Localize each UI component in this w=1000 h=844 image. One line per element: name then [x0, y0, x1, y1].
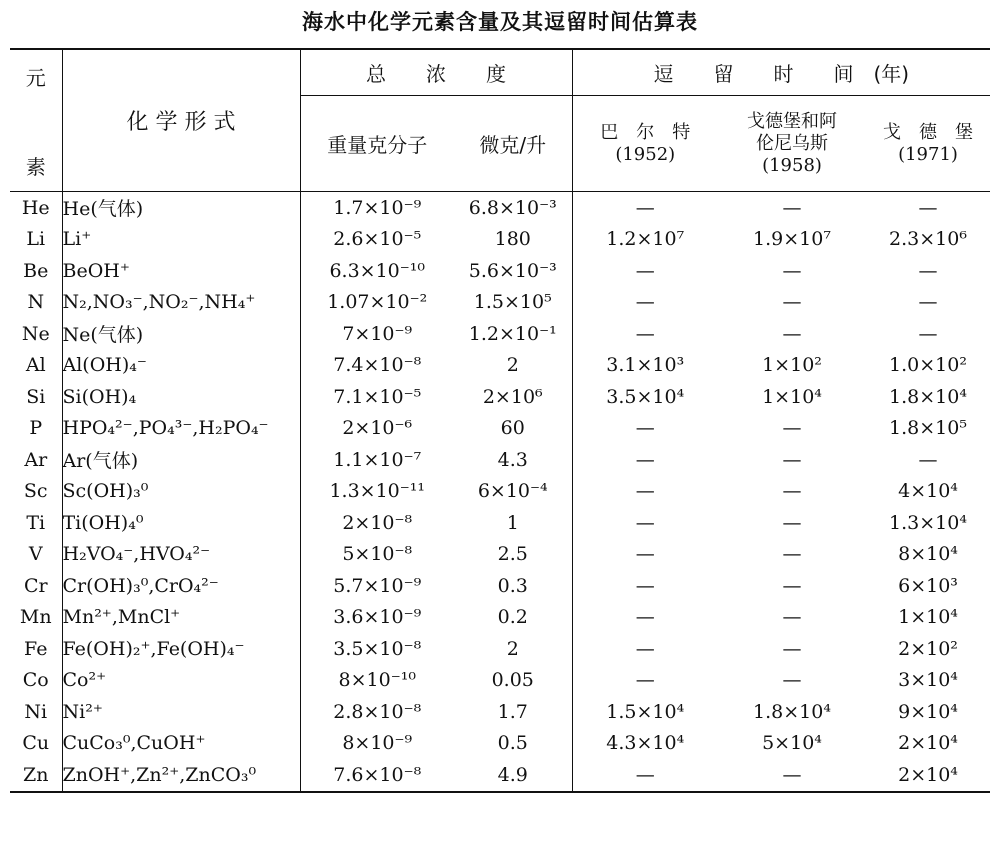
cell-mass-concentration: 6×10⁻⁴	[477, 480, 548, 503]
header-goldberg-name: 戈 德 堡	[883, 121, 974, 143]
header-ga-year: (1958)	[762, 154, 822, 176]
header-residence-time: 逗 留 时 间 (年)	[572, 49, 990, 96]
cell-residence-goldberg: —	[918, 196, 938, 219]
cell-mass-concentration: 0.3	[497, 574, 528, 597]
cell-mass-concentration: 0.2	[497, 606, 528, 629]
header-barth	[572, 96, 718, 192]
cell-molar-concentration: 2×10⁻⁸	[300, 507, 454, 539]
header-goldberg	[866, 96, 990, 192]
cell-residence-barth: —	[572, 476, 718, 508]
cell-molar-concentration: 2×10⁻⁶	[300, 413, 454, 445]
cell-molar-concentration: 7.1×10⁻⁵	[300, 381, 454, 413]
cell-residence-goldberg-arrhenius: —	[782, 511, 802, 534]
cell-residence-goldberg-arrhenius: 5×10⁴	[762, 732, 822, 755]
cell-residence-goldberg: —	[918, 259, 938, 282]
cell-element: Ne	[21, 322, 50, 345]
cell-molar-concentration: 8×10⁻¹⁰	[300, 665, 454, 697]
header-ga-name-2: 伦尼乌斯	[756, 132, 828, 154]
cell-residence-goldberg: 1.0×10²	[889, 354, 967, 377]
cell-molar-concentration: 8×10⁻⁹	[300, 728, 454, 760]
cell-residence-goldberg: 1.8×10⁵	[889, 417, 967, 440]
cell-mass-concentration: 2	[506, 637, 519, 660]
cell-element: Cu	[22, 732, 50, 755]
cell-residence-goldberg: —	[918, 448, 938, 471]
cell-molar-concentration: 7.4×10⁻⁸	[300, 350, 454, 382]
cell-chemical-form: N₂,NO₃⁻,NO₂⁻,NH₄⁺	[62, 287, 300, 319]
cell-residence-goldberg-arrhenius: —	[782, 606, 802, 629]
cell-chemical-form: Mn²⁺,MnCl⁺	[62, 602, 300, 634]
cell-chemical-form: Li⁺	[62, 224, 300, 256]
cell-residence-barth: —	[572, 413, 718, 445]
cell-element: Si	[26, 385, 46, 408]
cell-mass-concentration: 5.6×10⁻³	[468, 259, 557, 282]
cell-chemical-form: Ni²⁺	[62, 696, 300, 728]
cell-chemical-form: Ne(气体)	[62, 318, 300, 350]
cell-residence-barth: —	[572, 444, 718, 476]
table-row	[10, 192, 990, 224]
cell-residence-barth: 3.1×10³	[572, 350, 718, 382]
cell-mass-concentration: 2.5	[497, 543, 528, 566]
table-row	[10, 633, 990, 665]
cell-molar-concentration: 6.3×10⁻¹⁰	[300, 255, 454, 287]
cell-residence-goldberg: 9×10⁴	[898, 700, 958, 723]
cell-molar-concentration: 1.3×10⁻¹¹	[300, 476, 454, 508]
cell-mass-concentration: 1	[506, 511, 519, 534]
cell-residence-goldberg-arrhenius: 1.8×10⁴	[753, 700, 831, 723]
cell-chemical-form: BeOH⁺	[62, 255, 300, 287]
cell-residence-goldberg-arrhenius: —	[782, 480, 802, 503]
cell-molar-concentration: 7.6×10⁻⁸	[300, 759, 454, 792]
header-total-concentration: 总 浓 度	[300, 49, 572, 96]
header-molar: 重量克分子	[300, 96, 454, 192]
cell-residence-goldberg-arrhenius: 1×10²	[762, 354, 822, 377]
table-row	[10, 696, 990, 728]
cell-chemical-form: Cr(OH)₃⁰,CrO₄²⁻	[62, 570, 300, 602]
header-barth-year: (1952)	[615, 143, 676, 165]
cell-element: Zn	[23, 763, 49, 786]
header-element-line2: 素	[25, 154, 46, 179]
cell-residence-goldberg: 2×10⁴	[898, 763, 958, 786]
header-ga-name-1: 戈德堡和阿	[747, 110, 837, 132]
table-row	[10, 381, 990, 413]
cell-residence-barth: 1.2×10⁷	[572, 224, 718, 256]
cell-mass-concentration: 4.3	[497, 448, 528, 471]
cell-residence-goldberg-arrhenius: —	[782, 669, 802, 692]
table-row	[10, 444, 990, 476]
cell-mass-concentration: 2×10⁶	[482, 385, 543, 408]
cell-element: Fe	[24, 637, 48, 660]
cell-residence-barth: —	[572, 192, 718, 224]
cell-element: Al	[25, 354, 46, 377]
table-row	[10, 350, 990, 382]
cell-residence-barth: —	[572, 665, 718, 697]
header-barth-name: 巴 尔 特	[600, 121, 691, 143]
cell-element: Co	[22, 669, 49, 692]
cell-element: N	[27, 291, 45, 314]
cell-element: Mn	[19, 606, 52, 629]
cell-residence-barth: 4.3×10⁴	[572, 728, 718, 760]
cell-residence-barth: —	[572, 633, 718, 665]
cell-residence-goldberg-arrhenius: —	[782, 543, 802, 566]
cell-residence-barth: —	[572, 287, 718, 319]
cell-residence-goldberg-arrhenius: —	[782, 259, 802, 282]
cell-residence-goldberg: 4×10⁴	[898, 480, 958, 503]
cell-residence-barth: —	[572, 318, 718, 350]
cell-mass-concentration: 1.5×10⁵	[473, 291, 552, 314]
cell-residence-goldberg: 2.3×10⁶	[889, 228, 967, 251]
cell-element: Li	[26, 228, 46, 251]
header-element-line1: 元	[25, 65, 46, 90]
cell-residence-goldberg: 2×10⁴	[898, 732, 958, 755]
cell-residence-goldberg: 1.3×10⁴	[889, 511, 967, 534]
cell-mass-concentration: 0.05	[491, 669, 534, 692]
cell-mass-concentration: 1.2×10⁻¹	[468, 322, 557, 345]
cell-chemical-form: H₂VO₄⁻,HVO₄²⁻	[62, 539, 300, 571]
cell-residence-goldberg-arrhenius: —	[782, 417, 802, 440]
cell-chemical-form: HPO₄²⁻,PO₄³⁻,H₂PO₄⁻	[62, 413, 300, 445]
seawater-elements-table	[10, 48, 990, 793]
cell-molar-concentration: 5×10⁻⁸	[300, 539, 454, 571]
cell-residence-goldberg-arrhenius: —	[782, 763, 802, 786]
cell-residence-goldberg-arrhenius: —	[782, 637, 802, 660]
table-body	[10, 192, 990, 792]
cell-residence-barth: —	[572, 539, 718, 571]
cell-chemical-form: Si(OH)₄	[62, 381, 300, 413]
table-row	[10, 602, 990, 634]
cell-residence-goldberg-arrhenius: —	[782, 291, 802, 314]
cell-chemical-form: Sc(OH)₃⁰	[62, 476, 300, 508]
table-row	[10, 224, 990, 256]
table-row	[10, 255, 990, 287]
cell-residence-goldberg: 2×10²	[898, 637, 958, 660]
cell-molar-concentration: 1.1×10⁻⁷	[300, 444, 454, 476]
cell-element: He	[21, 196, 50, 219]
header-goldberg-arrhenius	[718, 96, 866, 192]
cell-mass-concentration: 1.7	[497, 700, 528, 723]
table-title: 海水中化学元素含量及其逗留时间估算表	[302, 10, 698, 34]
cell-residence-barth: —	[572, 759, 718, 792]
cell-molar-concentration: 3.6×10⁻⁹	[300, 602, 454, 634]
cell-residence-goldberg-arrhenius: —	[782, 574, 802, 597]
table-row	[10, 570, 990, 602]
cell-mass-concentration: 6.8×10⁻³	[468, 196, 557, 219]
cell-molar-concentration: 1.07×10⁻²	[300, 287, 454, 319]
cell-element: V	[28, 543, 43, 566]
cell-chemical-form: Co²⁺	[62, 665, 300, 697]
cell-element: Ni	[24, 700, 48, 723]
cell-element: P	[29, 417, 43, 440]
cell-mass-concentration: 2	[506, 354, 519, 377]
table-row	[10, 539, 990, 571]
table-row	[10, 507, 990, 539]
cell-mass-concentration: 180	[494, 228, 531, 251]
cell-chemical-form: CuCo₃⁰,CuOH⁺	[62, 728, 300, 760]
cell-residence-goldberg-arrhenius: 1×10⁴	[762, 385, 822, 408]
cell-element: Ti	[26, 511, 46, 534]
cell-residence-barth: —	[572, 255, 718, 287]
header-microgram-per-liter: 微克/升	[454, 96, 572, 192]
cell-mass-concentration: 0.5	[497, 732, 528, 755]
cell-residence-goldberg: 8×10⁴	[898, 543, 958, 566]
header-chemical-form: 化 学 形 式	[62, 49, 300, 192]
cell-molar-concentration: 5.7×10⁻⁹	[300, 570, 454, 602]
cell-residence-goldberg: 3×10⁴	[898, 669, 958, 692]
cell-molar-concentration: 3.5×10⁻⁸	[300, 633, 454, 665]
header-goldberg-year: (1971)	[898, 143, 958, 165]
cell-mass-concentration: 4.9	[497, 763, 528, 786]
cell-element: Ar	[24, 448, 48, 471]
cell-residence-goldberg-arrhenius: —	[782, 448, 802, 471]
cell-residence-barth: —	[572, 507, 718, 539]
cell-residence-barth: 1.5×10⁴	[572, 696, 718, 728]
cell-molar-concentration: 7×10⁻⁹	[300, 318, 454, 350]
cell-element: Be	[23, 259, 49, 282]
cell-residence-goldberg-arrhenius: 1.9×10⁷	[753, 228, 831, 251]
cell-element: Sc	[23, 480, 48, 503]
cell-residence-goldberg: 6×10³	[898, 574, 958, 597]
table-row	[10, 759, 990, 792]
cell-residence-goldberg: —	[918, 322, 938, 345]
cell-chemical-form: Ar(气体)	[62, 444, 300, 476]
cell-residence-barth: 3.5×10⁴	[572, 381, 718, 413]
cell-residence-goldberg-arrhenius: —	[782, 322, 802, 345]
cell-residence-goldberg: 1×10⁴	[898, 606, 958, 629]
cell-chemical-form: Fe(OH)₂⁺,Fe(OH)₄⁻	[62, 633, 300, 665]
cell-residence-barth: —	[572, 570, 718, 602]
table-row	[10, 728, 990, 760]
cell-chemical-form: Ti(OH)₄⁰	[62, 507, 300, 539]
cell-molar-concentration: 1.7×10⁻⁹	[300, 192, 454, 224]
table-row	[10, 413, 990, 445]
table-row	[10, 476, 990, 508]
cell-chemical-form: Al(OH)₄⁻	[62, 350, 300, 382]
header-element	[10, 49, 62, 192]
table-row	[10, 665, 990, 697]
table-row	[10, 318, 990, 350]
cell-chemical-form: ZnOH⁺,Zn²⁺,ZnCO₃⁰	[62, 759, 300, 792]
cell-molar-concentration: 2.6×10⁻⁵	[300, 224, 454, 256]
cell-mass-concentration: 60	[500, 417, 525, 440]
cell-element: Cr	[23, 574, 48, 597]
cell-residence-goldberg-arrhenius: —	[782, 196, 802, 219]
cell-residence-goldberg: —	[918, 291, 938, 314]
table-row	[10, 287, 990, 319]
cell-residence-goldberg: 1.8×10⁴	[889, 385, 967, 408]
cell-chemical-form: He(气体)	[62, 192, 300, 224]
cell-molar-concentration: 2.8×10⁻⁸	[300, 696, 454, 728]
cell-residence-barth: —	[572, 602, 718, 634]
